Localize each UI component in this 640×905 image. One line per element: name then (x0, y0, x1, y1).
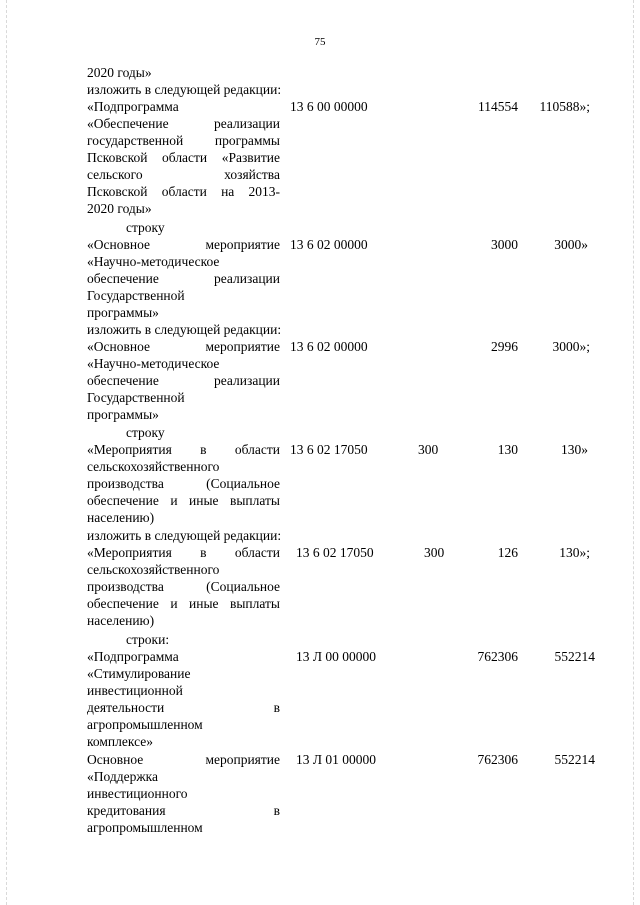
description-line: комплексе» (87, 734, 153, 749)
description-line: программы» (87, 305, 159, 320)
description-line: «Поддержка (87, 769, 159, 784)
row-value-2: 552214 (554, 649, 595, 664)
description-line: агропромышленном (87, 717, 203, 732)
row-value-2: 552214 (554, 752, 595, 767)
row-value-2: 130»; (559, 545, 590, 560)
row-value-1: 130 (497, 442, 518, 457)
scan-edge-left (6, 0, 7, 905)
description-line: Основное мероприятие (87, 752, 280, 767)
description-line: «Основное мероприятие (87, 339, 280, 354)
description-line: сельского хозяйства (87, 167, 280, 182)
description-line: 2020 годы» (87, 201, 152, 216)
page-number: 75 (314, 36, 326, 48)
description-line: обеспечение и иные выплаты (87, 596, 280, 611)
description-line: обеспечение реализации (87, 271, 280, 286)
description-line: Псковской области на 2013- (87, 184, 280, 199)
row-value-1: 126 (497, 545, 518, 560)
description-line: инвестиционного (87, 786, 188, 801)
description-line: «Основное мероприятие (87, 237, 280, 252)
description-line: населению) (87, 510, 155, 525)
description-line: «Мероприятия в области (87, 545, 280, 560)
row-code: 13 6 02 00000 (290, 237, 368, 252)
description-line: «Стимулирование (87, 666, 191, 681)
row-description (87, 648, 280, 750)
description-line: инвестиционной (87, 683, 183, 698)
row-description (87, 751, 280, 836)
description-line: «Научно-методическое (87, 356, 220, 371)
description-line: Государственной (87, 390, 185, 405)
row-code: 13 6 00 00000 (290, 99, 368, 114)
description-line: «Научно-методическое (87, 254, 220, 269)
description-line: «Мероприятия в области (87, 442, 280, 457)
description-line: обеспечение реализации (87, 373, 280, 388)
row-value-2: 3000» (554, 237, 588, 252)
row-code: 13 6 02 17050 (290, 442, 368, 457)
description-line: населению) (87, 613, 155, 628)
description-line: сельскохозяйственного (87, 562, 220, 577)
row-code: 13 6 02 00000 (290, 339, 368, 354)
description-line: сельскохозяйственного (87, 459, 220, 474)
row-value-1: 2996 (491, 339, 518, 354)
description-line: Псковской области «Развитие (87, 150, 280, 165)
text-line: строку (126, 220, 165, 235)
description-line: Государственной (87, 288, 185, 303)
description-line: кредитования в (87, 803, 280, 818)
description-line: «Подпрограмма (87, 99, 179, 114)
row-code: 13 6 02 17050 (296, 545, 374, 560)
row-value-1: 114554 (478, 99, 518, 114)
row-value-2: 3000»; (552, 339, 590, 354)
row-value-2: 110588»; (539, 99, 590, 114)
row-description (87, 441, 280, 526)
text-line: 2020 годы» (87, 65, 152, 80)
description-line: производства (Социальное (87, 476, 280, 491)
description-line: агропромышленном (87, 820, 203, 835)
text-line: изложить в следующей редакции: (87, 82, 282, 97)
row-description (87, 98, 280, 217)
description-line: государственной программы (87, 133, 280, 148)
description-line: производства (Социальное (87, 579, 280, 594)
row-description (87, 544, 280, 629)
row-code: 13 Л 01 00000 (296, 752, 377, 767)
description-line: «Подпрограмма (87, 649, 179, 664)
row-expense-type: 300 (424, 545, 445, 560)
row-expense-type: 300 (418, 442, 439, 457)
description-line: обеспечение и иные выплаты (87, 493, 280, 508)
text-line: изложить в следующей редакции: (87, 322, 282, 337)
scan-edge-right (633, 0, 634, 905)
description-line: «Обеспечение реализации (87, 116, 280, 131)
row-description (87, 338, 280, 423)
text-line: строки: (126, 632, 170, 647)
description-line: деятельности в (87, 700, 280, 715)
row-value-1: 3000 (491, 237, 518, 252)
description-line: программы» (87, 407, 159, 422)
row-description (87, 236, 280, 321)
row-code: 13 Л 00 00000 (296, 649, 377, 664)
row-value-1: 762306 (477, 649, 518, 664)
text-line: изложить в следующей редакции: (87, 528, 282, 543)
row-value-2: 130» (561, 442, 588, 457)
text-line: строку (126, 425, 165, 440)
row-value-1: 762306 (477, 752, 518, 767)
